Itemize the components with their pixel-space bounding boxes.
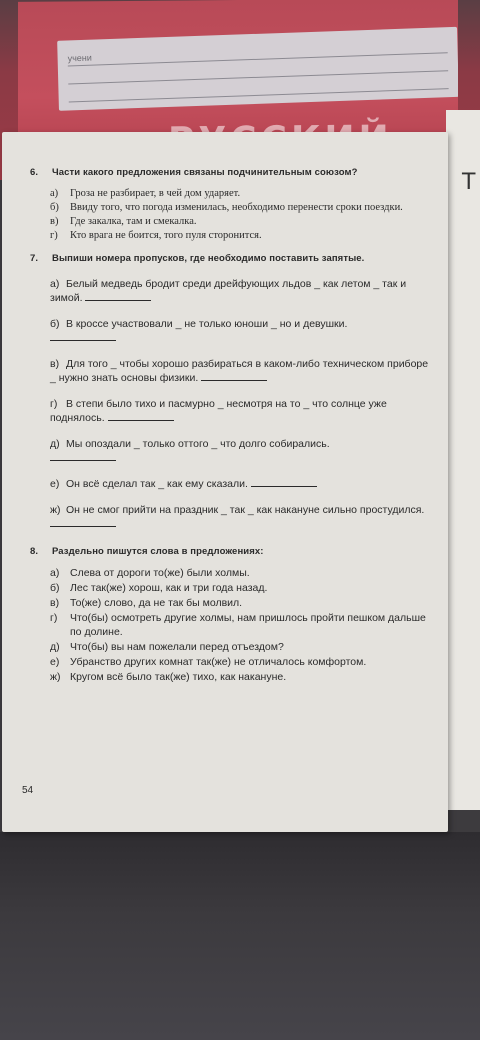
item-letter: в) (50, 358, 60, 370)
question-header (30, 252, 434, 265)
option-text: Что(бы) осмотреть другие холмы, нам пришлось пройти пешком дальше по долине. (70, 612, 426, 638)
question-title: Раздельно пишутся слова в предложениях: (52, 546, 264, 557)
answer-blank[interactable] (251, 479, 317, 487)
option-item (50, 640, 434, 654)
option-letter: а) (50, 188, 59, 199)
option-item (50, 566, 434, 580)
edge-letter: Т (462, 170, 476, 195)
question-title: Части какого предложения связаны подчинительным союзом? (52, 167, 358, 178)
item-text: Мы опоздали _ только оттого _ что долго собирались. (66, 438, 330, 450)
item-letter: ж) (50, 504, 61, 516)
cover-label-line: учени (67, 52, 92, 64)
question-number: 7. (30, 253, 39, 264)
option-text: Лес так(же) хорош, как и три года назад. (70, 582, 268, 594)
item-text: Он не смог прийти на праздник _ так _ как накануне сильно простудился. (66, 504, 425, 516)
item-letter: д) (50, 438, 60, 450)
answer-blank[interactable] (201, 373, 267, 381)
next-page-edge (446, 110, 480, 810)
option-text: Слева от дороги то(же) были холмы. (70, 567, 250, 579)
option-letter: б) (50, 202, 59, 213)
answer-blank[interactable] (50, 333, 116, 341)
item-text: Белый медведь бродит среди дрейфующих льдов _ как летом _ так и зимой. (50, 278, 407, 304)
option-item (50, 655, 434, 669)
option-item (50, 229, 434, 242)
option-item (50, 596, 434, 610)
exercise-item (30, 477, 434, 491)
exercise-item (30, 317, 434, 345)
answer-blank[interactable] (50, 453, 116, 461)
exercise-item (30, 357, 434, 385)
table-surface (0, 832, 480, 1040)
option-letter: д) (50, 641, 60, 653)
option-item (50, 187, 434, 200)
option-letter: ж) (50, 671, 61, 683)
option-text: Убранство других комнат так(же) не отличалось комфортом. (70, 656, 367, 668)
option-text: Гроза не разбирает, в чей дом ударяет. (70, 188, 241, 199)
item-letter: е) (50, 478, 60, 490)
item-letter: б) (50, 318, 60, 330)
option-letter: е) (50, 656, 60, 668)
option-item (50, 215, 434, 228)
option-text: Ввиду того, что погода изменилась, необходимо перенести сроки поездки. (70, 202, 403, 213)
option-item (50, 201, 434, 214)
option-letter: б) (50, 582, 60, 594)
option-letter: в) (50, 597, 60, 609)
exercise-item (30, 397, 434, 425)
answer-blank[interactable] (85, 293, 151, 301)
option-text: Где закалка, там и смекалка. (70, 216, 197, 227)
question-6 (30, 166, 434, 242)
option-text: Кругом всё было так(же) тихо, как накануне. (70, 671, 287, 683)
question-header (30, 545, 434, 558)
option-text: То(же) слово, да не так бы молвил. (70, 597, 243, 609)
item-text: В степи было тихо и пасмурно _ несмотря на то _ что солнце уже поднялось. (50, 398, 387, 424)
option-letter: в) (50, 216, 59, 227)
item-letter: а) (50, 278, 60, 290)
workbook-page (2, 132, 448, 832)
option-letter: а) (50, 567, 60, 579)
option-item (50, 611, 434, 639)
option-item (50, 581, 434, 595)
exercise-item (30, 277, 434, 305)
item-letter: г) (50, 398, 58, 410)
answer-blank[interactable] (108, 413, 174, 421)
option-list (30, 187, 434, 242)
option-list (30, 566, 434, 684)
option-letter: г) (50, 612, 58, 624)
item-text: В кроссе участвовали _ не только юноши _ но и девушки. (66, 318, 348, 330)
cover-label (57, 27, 458, 111)
question-title: Выпиши номера пропусков, где необходимо поставить запятые. (52, 253, 365, 264)
option-letter: г) (50, 230, 58, 241)
question-header (30, 166, 434, 179)
option-text: Что(бы) вы нам пожелали перед отъездом? (70, 641, 284, 653)
question-7 (30, 252, 434, 531)
exercise-item (30, 503, 434, 531)
option-text: Кто врага не боится, того пуля сторонится. (70, 230, 262, 241)
item-text: Для того _ чтобы хорошо разбираться в каком-либо техническом приборе _ нужно знать основы физики. (50, 358, 429, 384)
page-number: 54 (22, 785, 34, 796)
question-number: 6. (30, 167, 39, 178)
question-8 (30, 545, 434, 684)
answer-blank[interactable] (50, 519, 116, 527)
exercise-item (30, 437, 434, 465)
item-text: Он всё сделал так _ как ему сказали. (66, 478, 248, 490)
option-item (50, 670, 434, 684)
question-number: 8. (30, 546, 39, 557)
